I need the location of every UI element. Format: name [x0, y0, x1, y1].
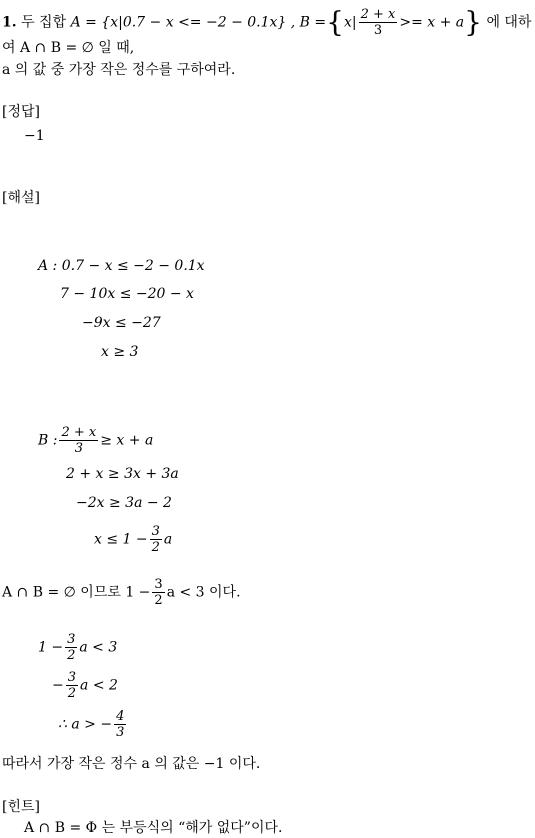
ineq-2 [52, 670, 118, 701]
ineq1-den: 2 [67, 648, 76, 663]
ineq3-den: 3 [116, 725, 125, 740]
set-b-rest: >= x + a [399, 14, 465, 31]
a-step-1: A : 0.7 − x ≤ −2 − 0.1x [38, 258, 205, 274]
problem-line-1 [2, 7, 531, 38]
b-step1-num: 2 + x [61, 425, 97, 440]
ineq3-prefix: ∴ a > − [58, 716, 113, 733]
b-step4-suffix: a [163, 531, 173, 548]
ineq2-fraction [66, 670, 78, 701]
b-step4-den: 2 [151, 540, 160, 555]
cond-fraction [152, 577, 164, 608]
conclusion-line: 따라서 가장 작은 정수 a 의 값은 −1 이다. [2, 756, 261, 772]
ineq2-suffix: a < 2 [80, 677, 118, 694]
b-step4-fraction [150, 524, 162, 555]
left-brace: { [326, 5, 344, 39]
cond-den: 2 [154, 593, 163, 608]
ineq3-fraction [114, 709, 126, 740]
ineq2-prefix: − [52, 677, 64, 694]
solution-label: [해설] [2, 190, 40, 206]
ineq-1 [38, 632, 117, 663]
b-step-1 [38, 425, 153, 456]
b-step4-prefix: x ≤ 1 − [94, 531, 148, 548]
ineq1-fraction [65, 632, 77, 663]
right-brace: } [464, 5, 482, 39]
ineq1-prefix: 1 − [38, 639, 64, 656]
set-b-frac-num: 2 + x [360, 7, 396, 22]
b-step-2: 2 + x ≥ 3x + 3a [66, 466, 179, 482]
cond-prefix: A ∩ B = ∅ 이므로 1 − [2, 584, 151, 601]
b-step-3: −2x ≥ 3a − 2 [76, 495, 172, 511]
b-step1-suffix: ≥ x + a [100, 432, 154, 449]
hint-label: [힌트] [2, 799, 40, 815]
set-b-frac-den: 3 [373, 23, 383, 38]
set-b-fraction [359, 7, 398, 38]
problem-line-3: a 의 값 중 가장 작은 정수를 구하여라. [2, 62, 236, 78]
set-a-definition: A = {x|0.7 − x <= −2 − 0.1x} , [70, 14, 296, 31]
set-b-prefix: B = [299, 14, 327, 31]
a-step-2: 7 − 10x ≤ −20 − x [60, 286, 194, 302]
answer-value: −1 [24, 128, 45, 144]
ineq3-num: 4 [116, 709, 125, 724]
problem-intro: 두 집합 [21, 14, 67, 31]
b-step-4 [94, 524, 172, 555]
ineq2-num: 3 [67, 670, 77, 685]
b-step1-prefix: B : [38, 432, 58, 449]
set-b-in: x| [343, 14, 357, 31]
ineq-3 [58, 709, 128, 740]
cond-num: 3 [154, 577, 163, 592]
hint-text: A ∩ B = Φ 는 부등식의 “해가 없다”이다. [24, 820, 283, 836]
problem-line1-end: 에 대하 [486, 14, 532, 31]
ineq2-den: 2 [67, 686, 77, 701]
ineq1-num: 3 [67, 632, 76, 647]
a-step-4: x ≥ 3 [101, 344, 139, 360]
b-step1-fraction [59, 425, 98, 456]
cond-suffix: a < 3 이다. [166, 584, 241, 601]
ineq1-suffix: a < 3 [79, 639, 118, 656]
b-step4-num: 3 [151, 524, 160, 539]
a-step-3: −9x ≤ −27 [82, 315, 161, 331]
answer-label: [정답] [2, 104, 40, 120]
b-step1-den: 3 [74, 441, 83, 456]
problem-number: 1. [2, 14, 17, 31]
condition-line [2, 577, 241, 608]
problem-line-2: 여 A ∩ B = ∅ 일 때, [2, 40, 135, 56]
